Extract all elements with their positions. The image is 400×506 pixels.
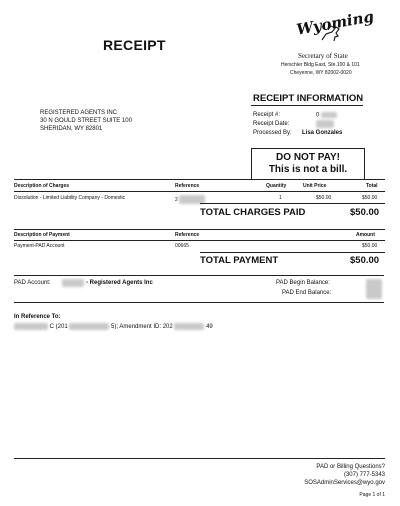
payment-header-amount: Amount <box>356 232 375 238</box>
total-charges-value: $50.00 <box>350 207 380 218</box>
receipt-number-label: Receipt #: <box>253 112 281 118</box>
wyoming-logo <box>292 7 376 50</box>
receipt-title: RECEIPT <box>103 37 166 53</box>
receipt-date-label: Receipt Date: <box>253 121 290 127</box>
charges-total-rule <box>200 203 385 204</box>
charges-header-quantity: Quantity <box>266 183 287 189</box>
redacted-block <box>316 120 334 128</box>
payment-row-amount: $50.00 <box>362 243 378 249</box>
charges-header-reference: Reference <box>175 183 200 189</box>
in-reference-part3: 49 <box>206 324 213 331</box>
footer-phone: (307) 777-5343 <box>343 472 385 478</box>
pad-account-label: PAD Account: <box>14 280 51 286</box>
do-not-pay-line1: DO NOT PAY! <box>276 152 340 163</box>
pad-account-name: - Registered Agents Inc <box>86 280 153 286</box>
receipt-info-heading: RECEIPT INFORMATION <box>253 93 364 104</box>
in-reference-part2: 5); Amendment ID: 202 <box>111 324 173 331</box>
redacted-block <box>174 323 204 330</box>
payment-row-reference: 00665 <box>175 243 189 249</box>
redacted-block <box>14 323 48 330</box>
in-reference-line <box>14 323 213 331</box>
charges-header-total: Total <box>366 183 378 189</box>
processed-by-label: Processed By: <box>253 130 292 136</box>
charges-row-reference-text: 2 <box>175 196 178 203</box>
charges-row-quantity: 1 <box>279 195 282 201</box>
do-not-pay-box <box>251 148 365 180</box>
redacted-block <box>366 279 382 299</box>
footer-rule <box>14 458 385 459</box>
charges-header-unit-price: Unit Price <box>303 183 327 189</box>
footer-question: PAD or Billing Questions? <box>316 464 385 470</box>
receipt-number-value <box>316 112 337 120</box>
payment-total-rule <box>200 252 385 253</box>
payment-header-reference: Reference <box>175 232 200 238</box>
charges-row-total: $50.00 <box>362 195 378 201</box>
processed-by-value: Lisa Gonzales <box>302 130 343 136</box>
in-reference-label: In Reference To: <box>14 314 61 320</box>
addressee-line2: 30 N GOULD STREET SUITE 100 <box>40 118 132 124</box>
payment-row-description: Payment-PAD Account <box>14 243 65 249</box>
redacted-block <box>62 279 84 287</box>
office-name: Secretary of State <box>298 52 348 60</box>
charges-row-unit-price: $50.00 <box>316 195 332 201</box>
office-address1: Herschler Bldg East, Ste.100 & 101 <box>281 62 360 68</box>
do-not-pay-line2: This is not a bill. <box>268 164 348 175</box>
redacted-block <box>69 323 109 330</box>
pad-end-label: PAD End Balance: <box>282 290 332 296</box>
in-reference-part1: C (201 <box>49 324 68 331</box>
office-address2: Cheyenne, WY 82002-0020 <box>290 70 352 76</box>
addressee-line3: SHERIDAN, WY 82801 <box>40 126 103 132</box>
total-payment-value: $50.00 <box>350 255 380 266</box>
payment-header-description: Description of Payment <box>14 232 70 238</box>
total-payment-label: TOTAL PAYMENT <box>200 255 279 266</box>
payment-top-rule <box>14 229 385 230</box>
footer-page: Page 1 of 1 <box>359 492 385 498</box>
footer-email: SOSAdminServices@wyo.gov <box>304 480 385 486</box>
total-charges-label: TOTAL CHARGES PAID <box>200 207 306 218</box>
payment-header-rule <box>14 240 385 241</box>
receipt-number-text: 0 <box>316 112 320 119</box>
redacted-block <box>321 112 337 118</box>
pad-begin-label: PAD Begin Balance: <box>276 280 330 286</box>
charges-header-description: Description of Charges <box>14 183 70 189</box>
wyoming-script: Wyoming <box>295 7 376 39</box>
charges-top-rule <box>14 179 385 180</box>
receipt-info-rule <box>251 105 363 106</box>
charges-row-description: Dissolution - Limited Liability Company - Domestic <box>14 195 126 201</box>
charges-header-rule <box>14 191 385 192</box>
addressee-line1: REGISTERED AGENTS INC <box>40 110 118 116</box>
